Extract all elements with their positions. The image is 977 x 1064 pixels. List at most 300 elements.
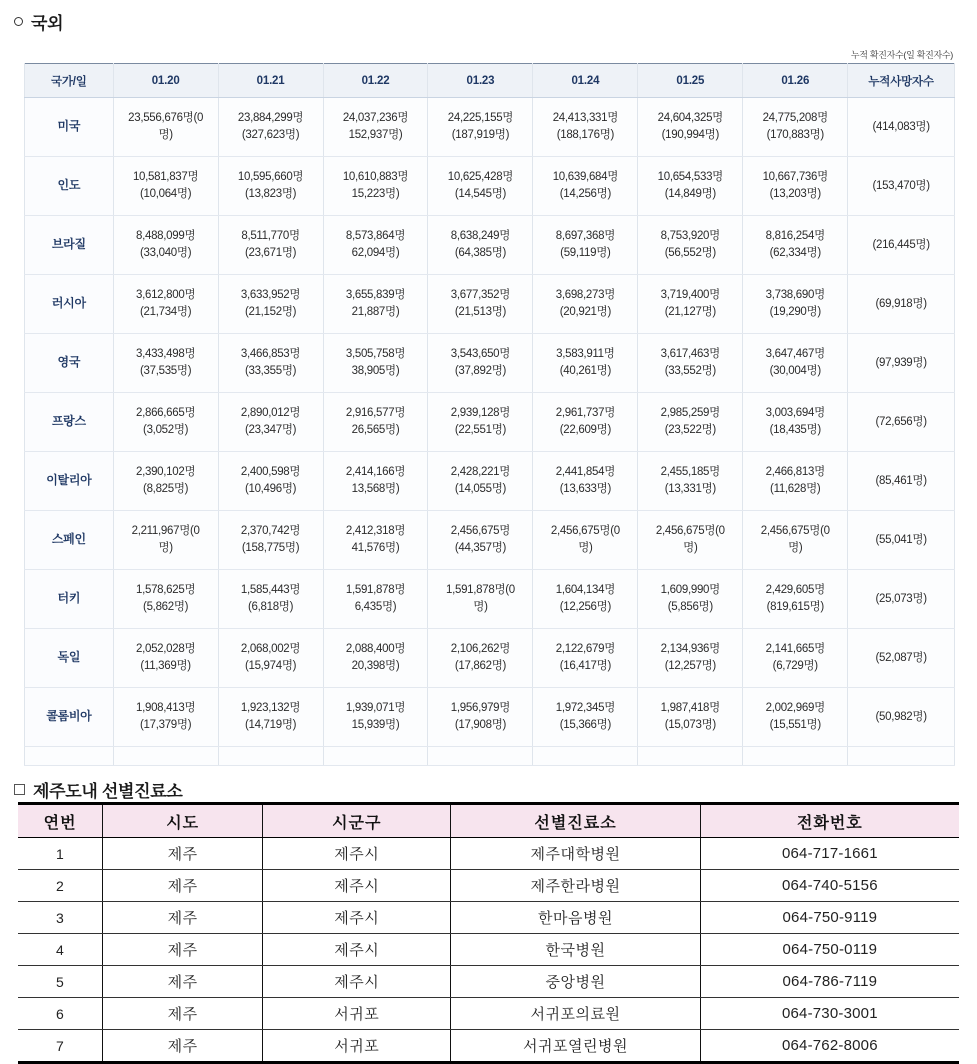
case-count-line: 명) [158,129,173,141]
case-count-line: (17,908명) [454,719,507,731]
column-header-no: 연번 [18,804,103,838]
daily-case-cell [113,216,218,275]
table-row [18,902,959,934]
case-count-line: (19,290명) [769,306,821,318]
case-count-line: 2,466,813명 [765,466,825,479]
case-count-line: 명) [788,542,803,554]
case-count-line: 2,456,675명(0 [655,525,725,538]
case-count-line: (18,435명) [769,424,821,436]
table-row [18,998,959,1030]
clinics-table-container [0,802,977,1064]
table-row [25,393,955,452]
case-count-line: (8,825명) [143,483,189,495]
daily-case-cell [533,452,638,511]
case-count-line: 2,122,679명 [555,643,616,656]
country-name-cell: 콜롬비아 [25,688,114,747]
clinic-sido-cell: 제주 [103,934,263,966]
case-count-line: (14,256명) [559,188,611,200]
case-count-line: 10,639,684명 [552,171,619,184]
daily-case-cell [638,334,743,393]
daily-case-cell [428,570,533,629]
overseas-section-title [0,8,977,34]
daily-case-cell [638,511,743,570]
case-count-line: 15,939명) [351,719,400,731]
case-count-line: 1,972,345명 [555,702,616,715]
daily-case-cell [428,452,533,511]
country-name-cell: 인도 [25,157,114,216]
case-count-line: (21,734명) [140,306,192,318]
daily-case-cell [533,393,638,452]
empty-cell [323,747,428,766]
daily-case-cell [428,629,533,688]
case-count-line: 3,647,467명 [765,348,825,361]
case-count-line: 1,609,990명 [660,584,720,597]
case-count-line: 명) [158,542,173,554]
daily-case-cell [113,570,218,629]
country-name-cell: 스페인 [25,511,114,570]
cumulative-deaths-cell: (50,982명) [848,688,955,747]
daily-case-cell [743,157,848,216]
clinic-name-cell: 한국병원 [451,934,700,966]
case-count-line: 2,456,675명(0 [760,525,830,538]
case-count-line: 2,455,185명 [660,466,720,479]
case-count-line: (37,535명) [140,365,192,377]
daily-case-cell [743,275,848,334]
case-count-line: (11,628명) [770,483,821,495]
daily-case-cell [743,629,848,688]
case-count-line: (62,334명) [769,247,821,259]
daily-case-cell [743,98,848,157]
country-name-cell: 브라질 [25,216,114,275]
table-row [18,1030,959,1063]
case-count-line: 2,141,665명 [765,643,825,656]
column-header-country: 국가/일 [25,64,114,98]
case-count-line: 2,961,737명 [555,407,616,420]
case-count-line: (14,849명) [664,188,716,200]
case-count-line: 명) [683,542,698,554]
cumulative-deaths-cell: (216,445명) [848,216,955,275]
case-count-line: 8,573,864명 [345,230,406,243]
table-row [25,216,955,275]
case-count-line: 6,435명) [354,601,397,613]
table-row [25,511,955,570]
case-count-line: 1,939,071명 [345,702,406,715]
case-count-line: 1,591,878명 [345,584,406,597]
clinic-no-cell: 2 [18,870,103,902]
clinic-sido-cell: 제주 [103,998,263,1030]
daily-case-cell [323,570,428,629]
case-count-line: (6,729명) [772,660,818,672]
case-count-line: 8,816,254명 [765,230,825,243]
case-count-line: (5,862명) [143,601,189,613]
case-count-line: (13,823명) [244,188,297,200]
column-header-cumulative-deaths: 누적사망자수 [848,64,955,98]
column-header-0125: 01.25 [638,64,743,98]
daily-case-cell [113,334,218,393]
clinic-phone-cell: 064-750-0119 [700,934,959,966]
table-row [25,98,955,157]
table-row [18,934,959,966]
daily-case-cell [428,98,533,157]
daily-case-cell [533,511,638,570]
daily-case-cell [638,216,743,275]
case-count-line: 2,106,262명 [450,643,511,656]
case-count-line: 3,543,650명 [450,348,511,361]
case-count-line: (11,369명) [140,660,191,672]
clinics-section-title [0,776,977,802]
case-count-line: (17,862명) [454,660,507,672]
clinic-phone-cell: 064-730-3001 [700,998,959,1030]
case-count-line: 1,585,443명 [240,584,301,597]
clinic-phone-cell: 064-762-8006 [781,1037,878,1054]
daily-case-cell [638,275,743,334]
case-count-line: 2,370,742명 [240,525,301,538]
country-name-cell: 미국 [25,98,114,157]
case-count-line: 10,654,533명 [657,171,723,184]
case-count-line: 2,456,675명(0 [550,525,620,538]
daily-case-cell [638,157,743,216]
clinic-no-cell: 7 [18,1030,103,1063]
country-name-cell: 러시아 [25,275,114,334]
empty-cell [428,747,533,766]
case-count-line: (10,064명) [140,188,192,200]
column-header-0121: 01.21 [218,64,323,98]
daily-case-cell [428,688,533,747]
case-count-line: 2,890,012명 [240,407,301,420]
case-count-line: (15,073명) [664,719,716,731]
clinic-sido-cell: 제주 [103,1030,263,1063]
case-count-line: (188,176명) [556,129,615,141]
case-count-line: (16,417명) [559,660,611,672]
case-count-line: 38,905명) [351,365,400,377]
overseas-table-body [25,98,955,766]
clinic-name-cell: 제주대학병원 [451,838,700,870]
case-count-line: 1,908,413명 [135,702,196,715]
case-count-line: (23,347명) [244,424,297,436]
table-row [25,688,955,747]
daily-case-cell [638,570,743,629]
clinics-section [0,776,977,1064]
daily-case-cell [218,157,323,216]
case-count-line: (44,357명) [454,542,507,554]
case-count-line: 3,738,690명 [765,289,825,302]
clinic-sigungu-cell: 제주시 [263,966,451,998]
daily-case-cell [113,98,218,157]
clinic-name-cell: 서귀포열린병원 [451,1030,700,1063]
daily-case-cell [323,216,428,275]
case-count-line: (14,055명) [454,483,507,495]
case-count-line: 2,211,967명(0 [131,525,200,538]
daily-case-cell [638,393,743,452]
daily-case-cell [218,452,323,511]
case-count-line: 2,866,665명 [135,407,196,420]
daily-case-cell [218,570,323,629]
daily-case-cell [428,275,533,334]
case-count-line: 24,775,208명 [762,112,828,125]
case-count-line: (14,719명) [244,719,297,731]
daily-case-cell [743,393,848,452]
case-count-line: 2,002,969명 [765,702,825,715]
case-count-line: (6,818명) [247,601,294,613]
case-count-line: 8,511,770명 [241,230,300,243]
case-count-line: 15,223명) [351,188,400,200]
column-header-phone: 전화번호 [700,804,959,838]
daily-case-cell [113,688,218,747]
case-count-line: (170,883명) [766,129,824,141]
clinics-table-head [18,804,959,838]
column-header-0122: 01.22 [323,64,428,98]
case-count-line: 2,428,221명 [450,466,511,479]
case-count-line: 3,655,839명 [345,289,406,302]
case-count-line: 10,610,883명 [342,171,409,184]
daily-case-cell [323,393,428,452]
overseas-table-note: 누적 확진자수(일 확진자수) [850,50,953,60]
daily-case-cell [533,570,638,629]
case-count-line: 10,625,428명 [447,171,514,184]
daily-case-cell [428,393,533,452]
case-count-line: (21,127명) [664,306,716,318]
case-count-line: 1,956,979명 [450,702,511,715]
clinic-sido-cell: 제주 [103,838,263,870]
case-count-line: 8,697,368명 [555,230,616,243]
case-count-line: (12,257명) [664,660,716,672]
daily-case-cell [113,393,218,452]
case-count-line: (13,203명) [769,188,821,200]
daily-case-cell [533,275,638,334]
case-count-line: (13,331명) [664,483,716,495]
case-count-line: 1,923,132명 [240,702,301,715]
cumulative-deaths-cell: (55,041명) [848,511,955,570]
case-count-line: 2,390,102명 [135,466,196,479]
daily-case-cell [428,216,533,275]
empty-cell [848,747,955,766]
case-count-line: 8,488,099명 [135,230,196,243]
case-count-line: (20,921명) [559,306,611,318]
case-count-line: (5,856명) [667,601,713,613]
case-count-line: (15,551명) [769,719,821,731]
case-count-line: 2,400,598명 [240,466,301,479]
case-count-line: 2,088,400명 [345,643,406,656]
daily-case-cell [323,275,428,334]
empty-cell [25,747,114,766]
clinic-sigungu-cell: 제주시 [263,902,451,934]
table-row [18,870,959,902]
daily-case-cell [218,393,323,452]
daily-case-cell [113,157,218,216]
clinic-sido-cell: 제주 [103,966,263,998]
case-count-line: 24,225,155명 [447,112,514,125]
case-count-line: 2,068,002명 [240,643,301,656]
case-count-line: 3,677,352명 [450,289,511,302]
clinic-name-cell: 한마음병원 [451,902,700,934]
case-count-line: 1,591,878명(0 [445,584,515,597]
daily-case-cell [113,629,218,688]
case-count-line: (187,919명) [451,129,510,141]
case-count-line: 21,887명) [351,306,400,318]
case-count-line: 24,604,325명 [657,112,723,125]
case-count-line: 3,612,800명 [135,289,196,302]
clinic-name-cell: 서귀포의료원 [451,998,700,1030]
clinic-sigungu-cell: 제주시 [263,934,451,966]
daily-case-cell [638,629,743,688]
case-count-line: 2,916,577명 [345,407,406,420]
case-count-line: (56,552명) [664,247,716,259]
case-count-line: 명) [473,601,488,613]
cumulative-deaths-cell: (52,087명) [848,629,955,688]
daily-case-cell [428,511,533,570]
column-header-0123: 01.23 [428,64,533,98]
clinic-no-cell: 3 [18,902,103,934]
daily-case-cell [428,157,533,216]
circle-marker-icon [14,17,23,26]
column-header-sigungu: 시군구 [263,804,451,838]
case-count-line: 3,698,273명 [555,289,616,302]
case-count-line: 3,003,694명 [765,407,825,420]
case-count-line: (21,152명) [244,306,297,318]
case-count-line: 24,413,331명 [552,112,619,125]
empty-cell [218,747,323,766]
case-count-line: 3,466,853명 [240,348,301,361]
daily-case-cell [533,629,638,688]
case-count-line: 3,719,400명 [660,289,720,302]
overseas-table-head [25,64,955,98]
daily-case-cell [323,629,428,688]
daily-case-cell [743,452,848,511]
daily-case-cell [638,688,743,747]
daily-case-cell [428,334,533,393]
case-count-line: 13,568명) [351,483,400,495]
daily-case-cell [533,216,638,275]
daily-case-cell [323,452,428,511]
case-count-line: 8,638,249명 [450,230,511,243]
cumulative-deaths-cell: (69,918명) [848,275,955,334]
case-count-line: 26,565명) [351,424,400,436]
clinic-name-cell: 제주한라병원 [451,870,700,902]
daily-case-cell [323,157,428,216]
case-count-line: (64,385명) [454,247,507,259]
case-count-line: 10,581,837명 [132,171,199,184]
case-count-line: 2,052,028명 [135,643,196,656]
table-row [25,334,955,393]
country-name-cell: 이탈리아 [25,452,114,511]
daily-case-cell [218,216,323,275]
case-count-line: (22,551명) [454,424,507,436]
square-marker-icon [14,784,25,795]
clinics-title-text: 제주도내 선별진료소 [33,781,183,801]
clinic-sido-cell: 제주 [103,870,263,902]
empty-cell [533,747,638,766]
case-count-line: 1,578,625명 [135,584,196,597]
clinic-sigungu-cell: 서귀포 [263,998,451,1030]
case-count-line: 24,037,236명 [342,112,409,125]
case-count-line: (819,615명) [766,601,824,613]
case-count-line: (21,513명) [454,306,507,318]
table-row [18,966,959,998]
case-count-line: 41,576명) [351,542,400,554]
case-count-line: (10,496명) [244,483,297,495]
case-count-line: (158,775명) [241,542,300,554]
table-spacer-row [25,747,955,766]
case-count-line: 2,429,605명 [765,584,825,597]
case-count-line: 3,633,952명 [240,289,301,302]
clinic-sido-cell: 제주 [103,902,263,934]
cumulative-deaths-cell: (153,470명) [848,157,955,216]
column-header-sido: 시도 [103,804,263,838]
case-count-line: 명) [578,542,593,554]
daily-case-cell [113,511,218,570]
table-row [25,452,955,511]
case-count-line: 8,753,920명 [660,230,720,243]
clinic-sigungu-cell: 제주시 [263,838,451,870]
case-count-line: (22,609명) [559,424,611,436]
case-count-line: 10,595,660명 [237,171,304,184]
daily-case-cell [743,688,848,747]
table-row [25,629,955,688]
case-count-line: (15,366명) [559,719,611,731]
case-count-line: 2,456,675명 [450,525,511,538]
case-count-line: 2,414,166명 [345,466,406,479]
clinic-phone-cell: 064-740-5156 [700,870,959,902]
daily-case-cell [743,216,848,275]
case-count-line: (13,633명) [559,483,611,495]
daily-case-cell [218,688,323,747]
case-count-line: 23,556,676명(0 [128,112,204,125]
case-count-line: (15,974명) [244,660,297,672]
column-header-0120: 01.20 [113,64,218,98]
overseas-title-text: 국외 [31,13,64,33]
daily-case-cell [218,629,323,688]
empty-cell [638,747,743,766]
case-count-line: 1,987,418명 [660,702,720,715]
case-count-line: (327,623명) [241,129,300,141]
daily-case-cell [323,511,428,570]
clinic-no-cell: 5 [18,966,103,998]
daily-case-cell [533,688,638,747]
case-count-line: 20,398명) [351,660,400,672]
case-count-line: (33,552명) [664,365,716,377]
case-count-line: 2,939,128명 [450,407,511,420]
clinics-header-row [18,804,959,838]
daily-case-cell [533,98,638,157]
daily-case-cell [323,98,428,157]
daily-case-cell [323,334,428,393]
case-count-line: 1,604,134명 [555,584,616,597]
case-count-line: (17,379명) [140,719,192,731]
daily-case-cell [533,334,638,393]
daily-case-cell [743,570,848,629]
case-count-line: (33,355명) [244,365,297,377]
daily-case-cell [743,511,848,570]
clinic-sigungu-cell: 제주시 [263,870,451,902]
case-count-line: 3,583,911명 [556,348,615,361]
case-count-line: (23,671명) [244,247,297,259]
column-header-0124: 01.24 [533,64,638,98]
case-count-line: (37,892명) [454,365,507,377]
table-row [25,570,955,629]
case-count-line: (59,119명) [560,247,611,259]
case-count-line: 2,441,854명 [555,466,616,479]
case-count-line: 3,617,463명 [660,348,720,361]
clinics-table-body [18,838,959,1063]
clinic-phone-cell: 064-717-1661 [700,838,959,870]
case-count-line: (33,040명) [140,247,192,259]
case-count-line: (23,522명) [664,424,716,436]
case-count-line: 2,134,936명 [660,643,720,656]
clinic-no-cell: 6 [18,998,103,1030]
daily-case-cell [638,452,743,511]
case-count-line: (30,004명) [769,365,821,377]
case-count-line: 62,094명) [351,247,400,259]
